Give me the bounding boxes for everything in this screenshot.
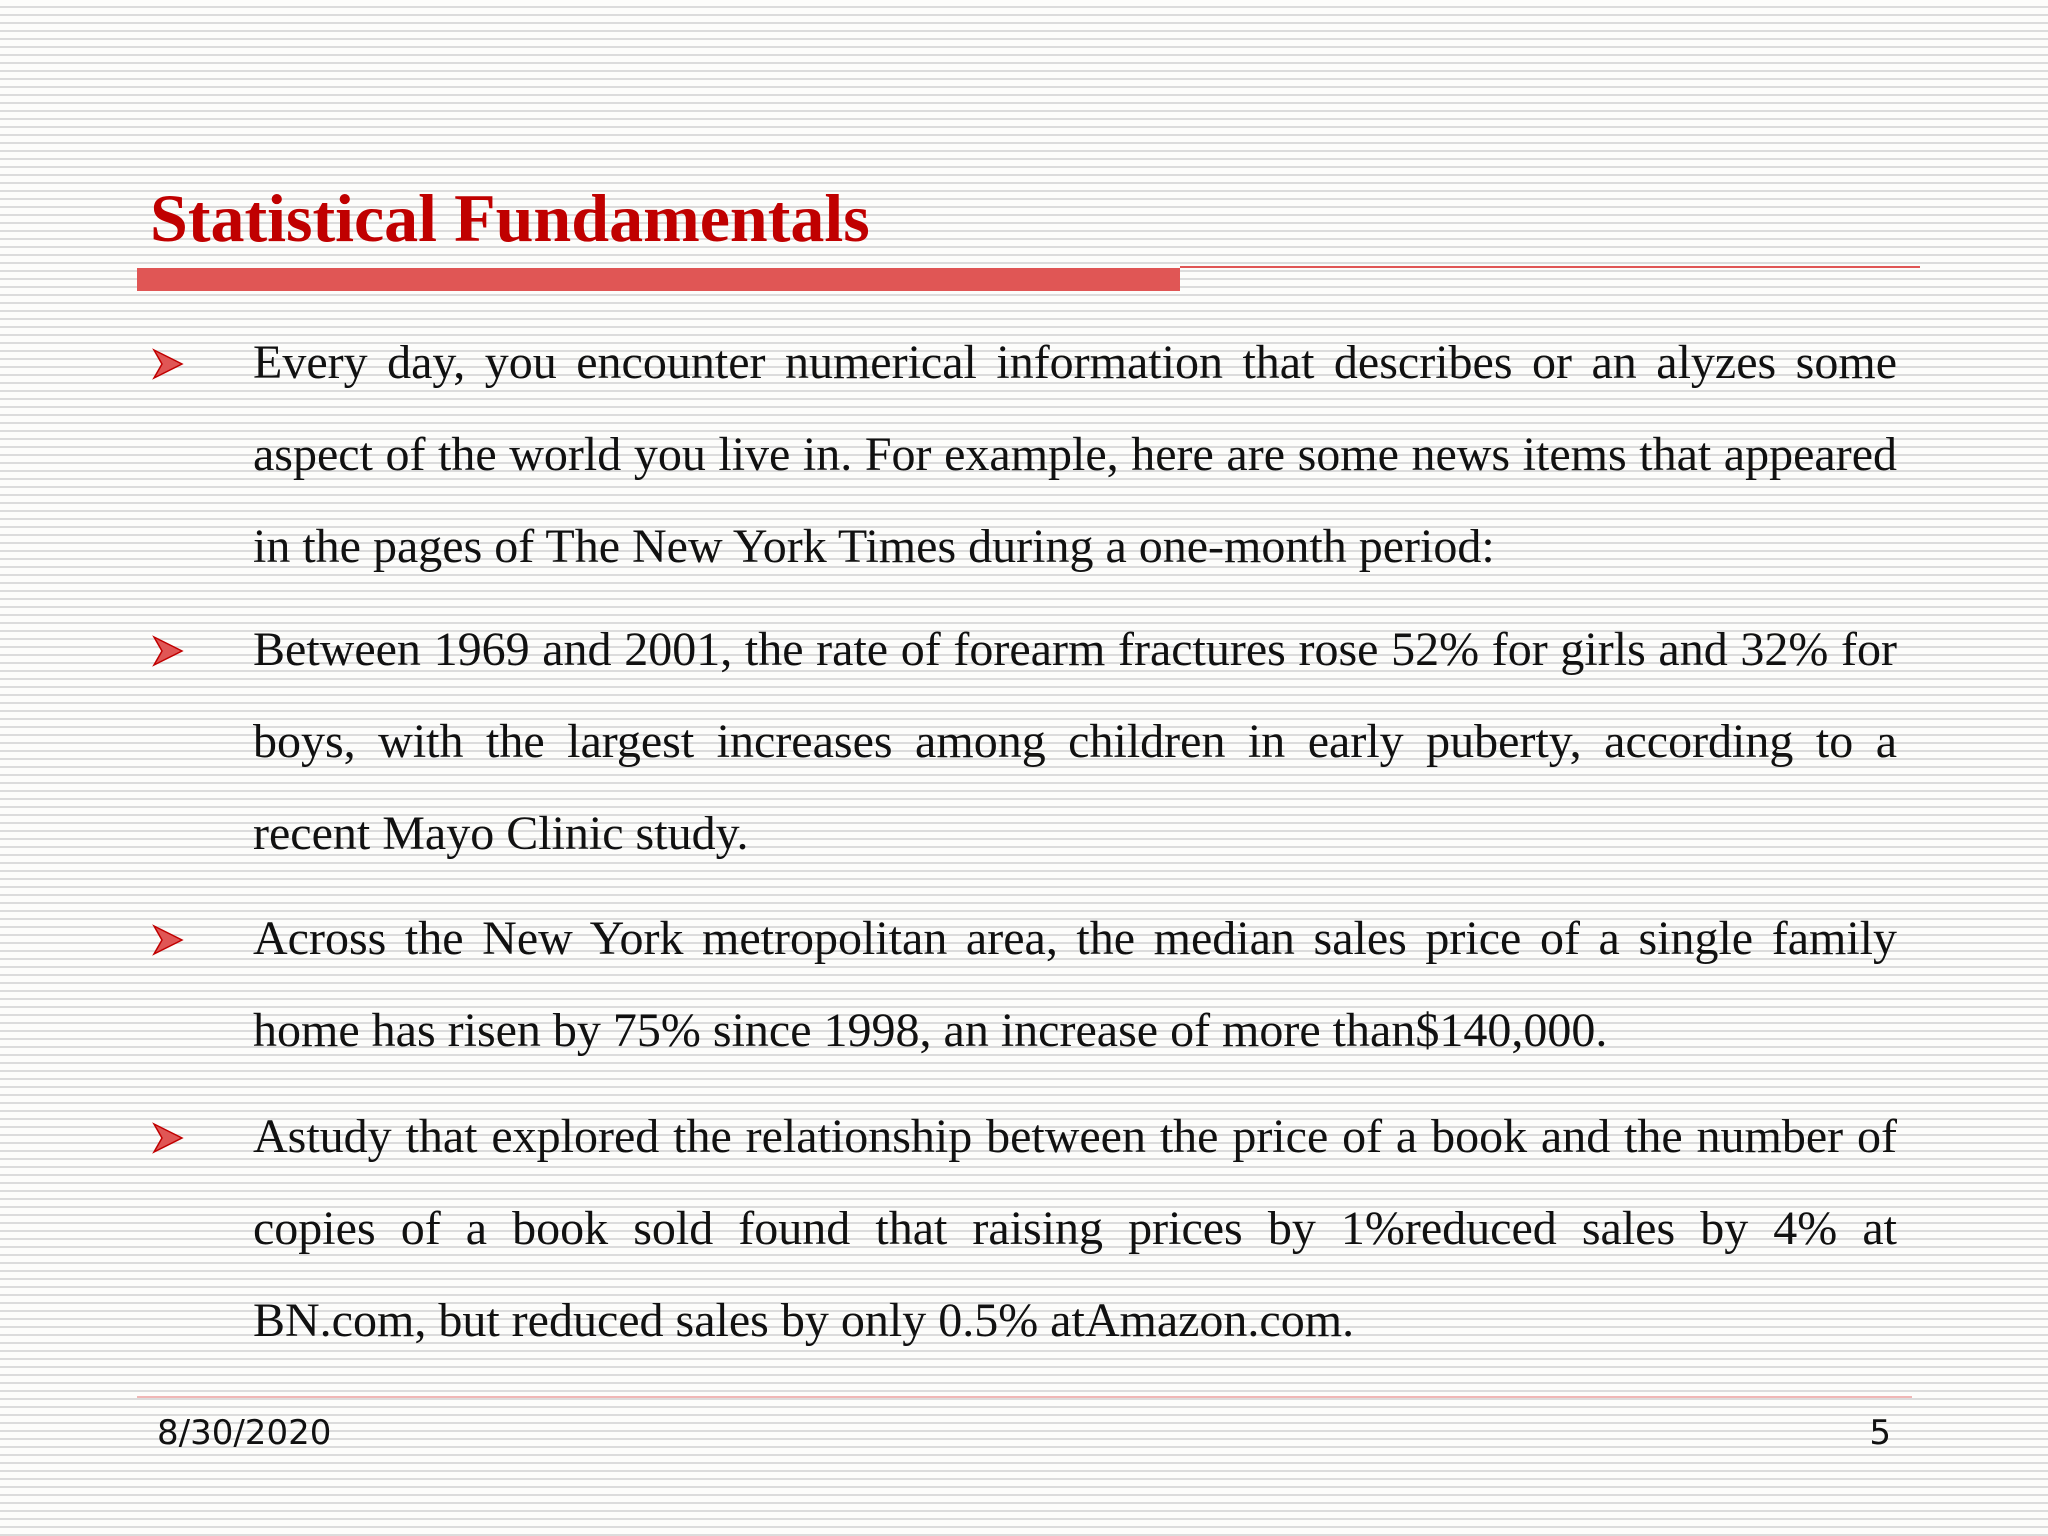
arrowhead-bullet-icon bbox=[150, 346, 186, 382]
title-underline-thin bbox=[1180, 266, 1920, 268]
arrowhead-bullet-icon bbox=[150, 1120, 186, 1156]
page-number: 5 bbox=[1869, 1413, 1891, 1453]
arrowhead-bullet-icon bbox=[150, 633, 186, 669]
bullet-text: Across the New York metropolitan area, the median sales price of a single family home has risen by 75% since 1998, an increase of more than$140,000. bbox=[253, 912, 1897, 1057]
bullet-text: Every day, you encounter numerical information that describes or an alyzes some aspect of the world you live in. For example, here are some news items that appeared in the pages of The New York Times during a one-month period: bbox=[253, 336, 1897, 573]
bullet-text: Between 1969 and 2001, the rate of forearm fractures rose 52% for girls and 32% for boys, with the largest increases among children in early puberty, according to a recent Mayo Clinic study. bbox=[253, 623, 1897, 860]
slide-title: Statistical Fundamentals bbox=[150, 180, 870, 256]
footer-date: 8/30/2020 bbox=[157, 1413, 332, 1453]
title-underline-thick bbox=[137, 268, 1180, 291]
footer-divider bbox=[137, 1396, 1912, 1398]
bullet-text: Astudy that explored the relationship between the price of a book and the number of copies of a book sold found that raising prices by 1%reduced sales by 4% at BN.com, but reduced sales by only 0.5% atAmazon.com. bbox=[253, 1110, 1897, 1347]
arrowhead-bullet-icon bbox=[150, 922, 186, 958]
